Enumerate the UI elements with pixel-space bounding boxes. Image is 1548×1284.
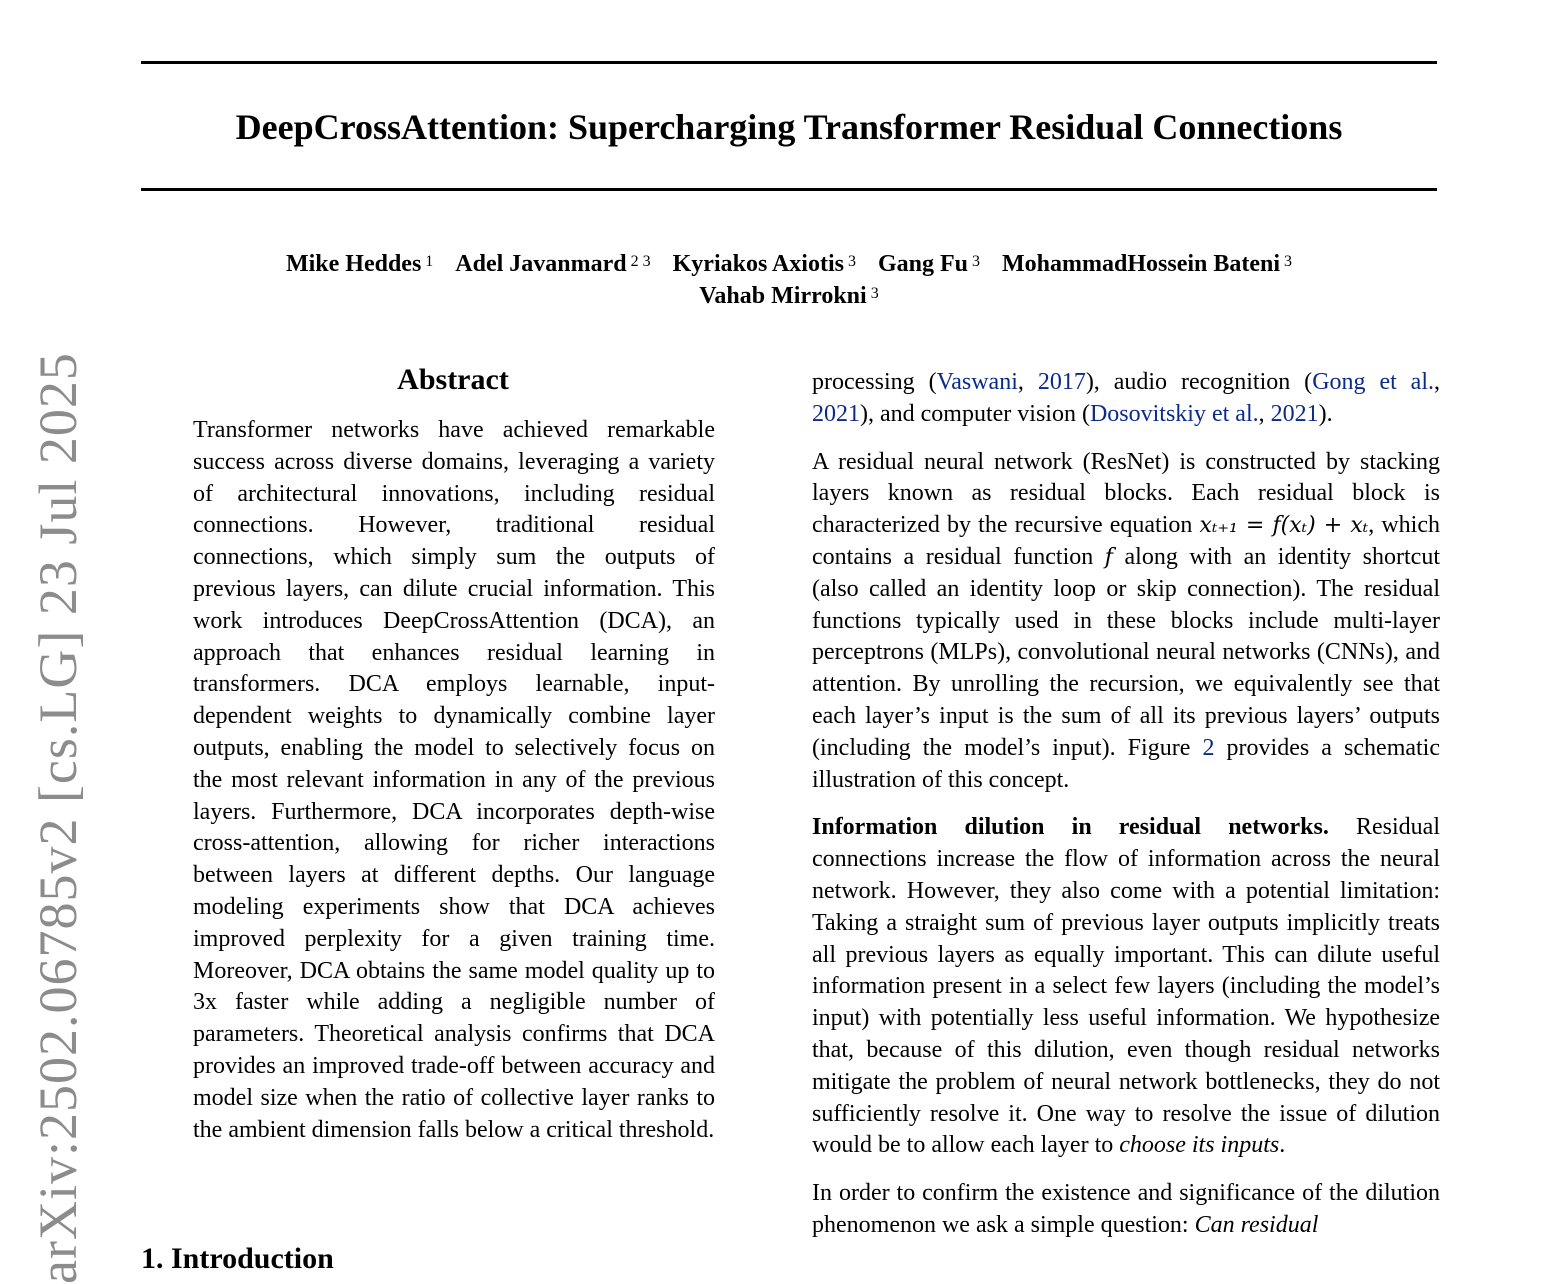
figure-reference-link[interactable]: 2 [1202,734,1215,761]
author-name: Adel Javanmard [455,251,627,277]
text: ), and computer vision ( [860,400,1090,427]
author-list [141,248,1437,312]
citation-year: 2021 [812,400,860,427]
author-affiliation: 3 [847,253,856,270]
author-name: Vahab Mirrokni [699,283,867,309]
author [455,251,650,277]
text: , [1434,369,1440,395]
paragraph [812,447,1440,797]
citation-link[interactable] [1271,401,1319,427]
text: , [1017,369,1038,395]
paragraph [812,812,1440,1162]
author-name: Gang Fu [877,251,969,277]
author [878,251,980,277]
citation-link[interactable] [1312,369,1434,395]
author-affiliation: 1 [425,253,434,270]
section-heading-introduction: 1. Introduction [141,1242,334,1275]
title-rule-top [141,61,1437,64]
citation-link[interactable] [937,369,1018,395]
text: Residual connections increase the flow of information across the neural network. However, they also come with a potential limitation: Taking a straight sum of previous layer outputs implicitly treats all previous layers as equally important. This can dilute useful information present in a select few layers (including the model’s input) with potentially less useful information. We hypothesize that, because of this dilution, even though residual networks mitigate the problem of neural network bottlenecks, they do not sufficiently resolve it. One way to resolve the issue of dilution would be to allow each layer to [812,814,1440,1159]
author-name: Mike Heddes [285,251,422,277]
citation-author: Gong et al. [1312,369,1434,395]
paragraph [812,367,1440,431]
citation-author: Dosovitskiy et al. [1089,400,1259,427]
text: ). [1318,400,1333,427]
title-rule-bottom [141,188,1437,191]
citation-link[interactable] [1090,401,1259,427]
author [673,251,856,277]
math-symbol: f [1104,544,1113,570]
arxiv-stamp: arXiv:2502.06785v2 [cs.LG] 23 Jul 2025 [28,352,88,1284]
paper-title: DeepCrossAttention: Supercharging Transformer Residual Connections [235,107,1343,147]
author-affiliation: 3 [1284,253,1293,270]
equation: xₜ₊₁ = f(xₜ) + xₜ [1199,513,1369,539]
citation-link[interactable] [812,401,860,427]
text: ), audio recognition ( [1085,369,1313,395]
text: , [1258,400,1271,427]
author-affiliation: 2 3 [630,253,651,270]
abstract-heading: Abstract [397,363,509,396]
citation-year: 2017 [1037,369,1086,395]
text: , which contains a residual function [812,512,1441,570]
citation-year: 2021 [1270,400,1319,427]
author [699,283,878,309]
author-name: Kyriakos Axiotis [672,251,844,277]
emphasis: Can residual [1194,1211,1319,1238]
text: A residual neural network (ResNet) is constructed by stacking layers known as residual blocks. Each residual block is characterized by the recursive equation [812,448,1440,539]
text: . [1279,1132,1286,1159]
citation-author: Vaswani [936,369,1018,395]
author-name: MohammadHossein Bateni [1002,251,1281,277]
text: processing ( [812,369,937,395]
citation-link[interactable] [1038,369,1086,395]
author [1002,251,1292,277]
author [286,251,433,277]
right-column [812,367,1440,1258]
text: along with an identity shortcut (also called an identity loop or skip connection). The residual functions typically used in these blocks include multi-layer perceptrons (MLPs), convolutional neural networks (CNNs), and attention. By unrolling the recursion, we equivalently see that each layer’s input is the sum of all its previous layers’ outputs (including the model’s input). Figure [812,543,1440,761]
text: provides a schematic illustration of this concept. [812,734,1441,793]
abstract-text: Transformer networks have achieved remarkable success across diverse domains, leveraging a variety of architectural innovations, including residual connections. However, traditional residual connections, which simply sum the outputs of previous layers, can dilute crucial information. This work introduces DeepCrossAttention (DCA), an approach that enhances residual learning in transformers. DCA employs learnable, input-dependent weights to dynamically combine layer outputs, enabling the model to selectively focus on the most relevant information in any of the previous layers. Furthermore, DCA incorporates depth-wise cross-attention, allowing for richer interactions between layers at different depths. Our language modeling experiments show that DCA achieves improved perplexity for a given training time. Moreover, DCA obtains the same model quality up to 3x faster while adding a negligible number of parameters. Theoretical analysis confirms that DCA provides an improved trade-off between accuracy and model size when the ratio of collective layer ranks to the ambient dimension falls below a critical threshold. [193,417,715,1143]
text: In order to confirm the existence and significance of the dilution phenomenon we ask a simple question: [812,1180,1440,1238]
paragraph-heading: Information dilution in residual networks. [812,814,1329,841]
paragraph [812,1178,1440,1242]
author-affiliation: 3 [870,285,879,302]
author-affiliation: 3 [972,253,981,270]
emphasis: choose its inputs [1119,1132,1280,1159]
